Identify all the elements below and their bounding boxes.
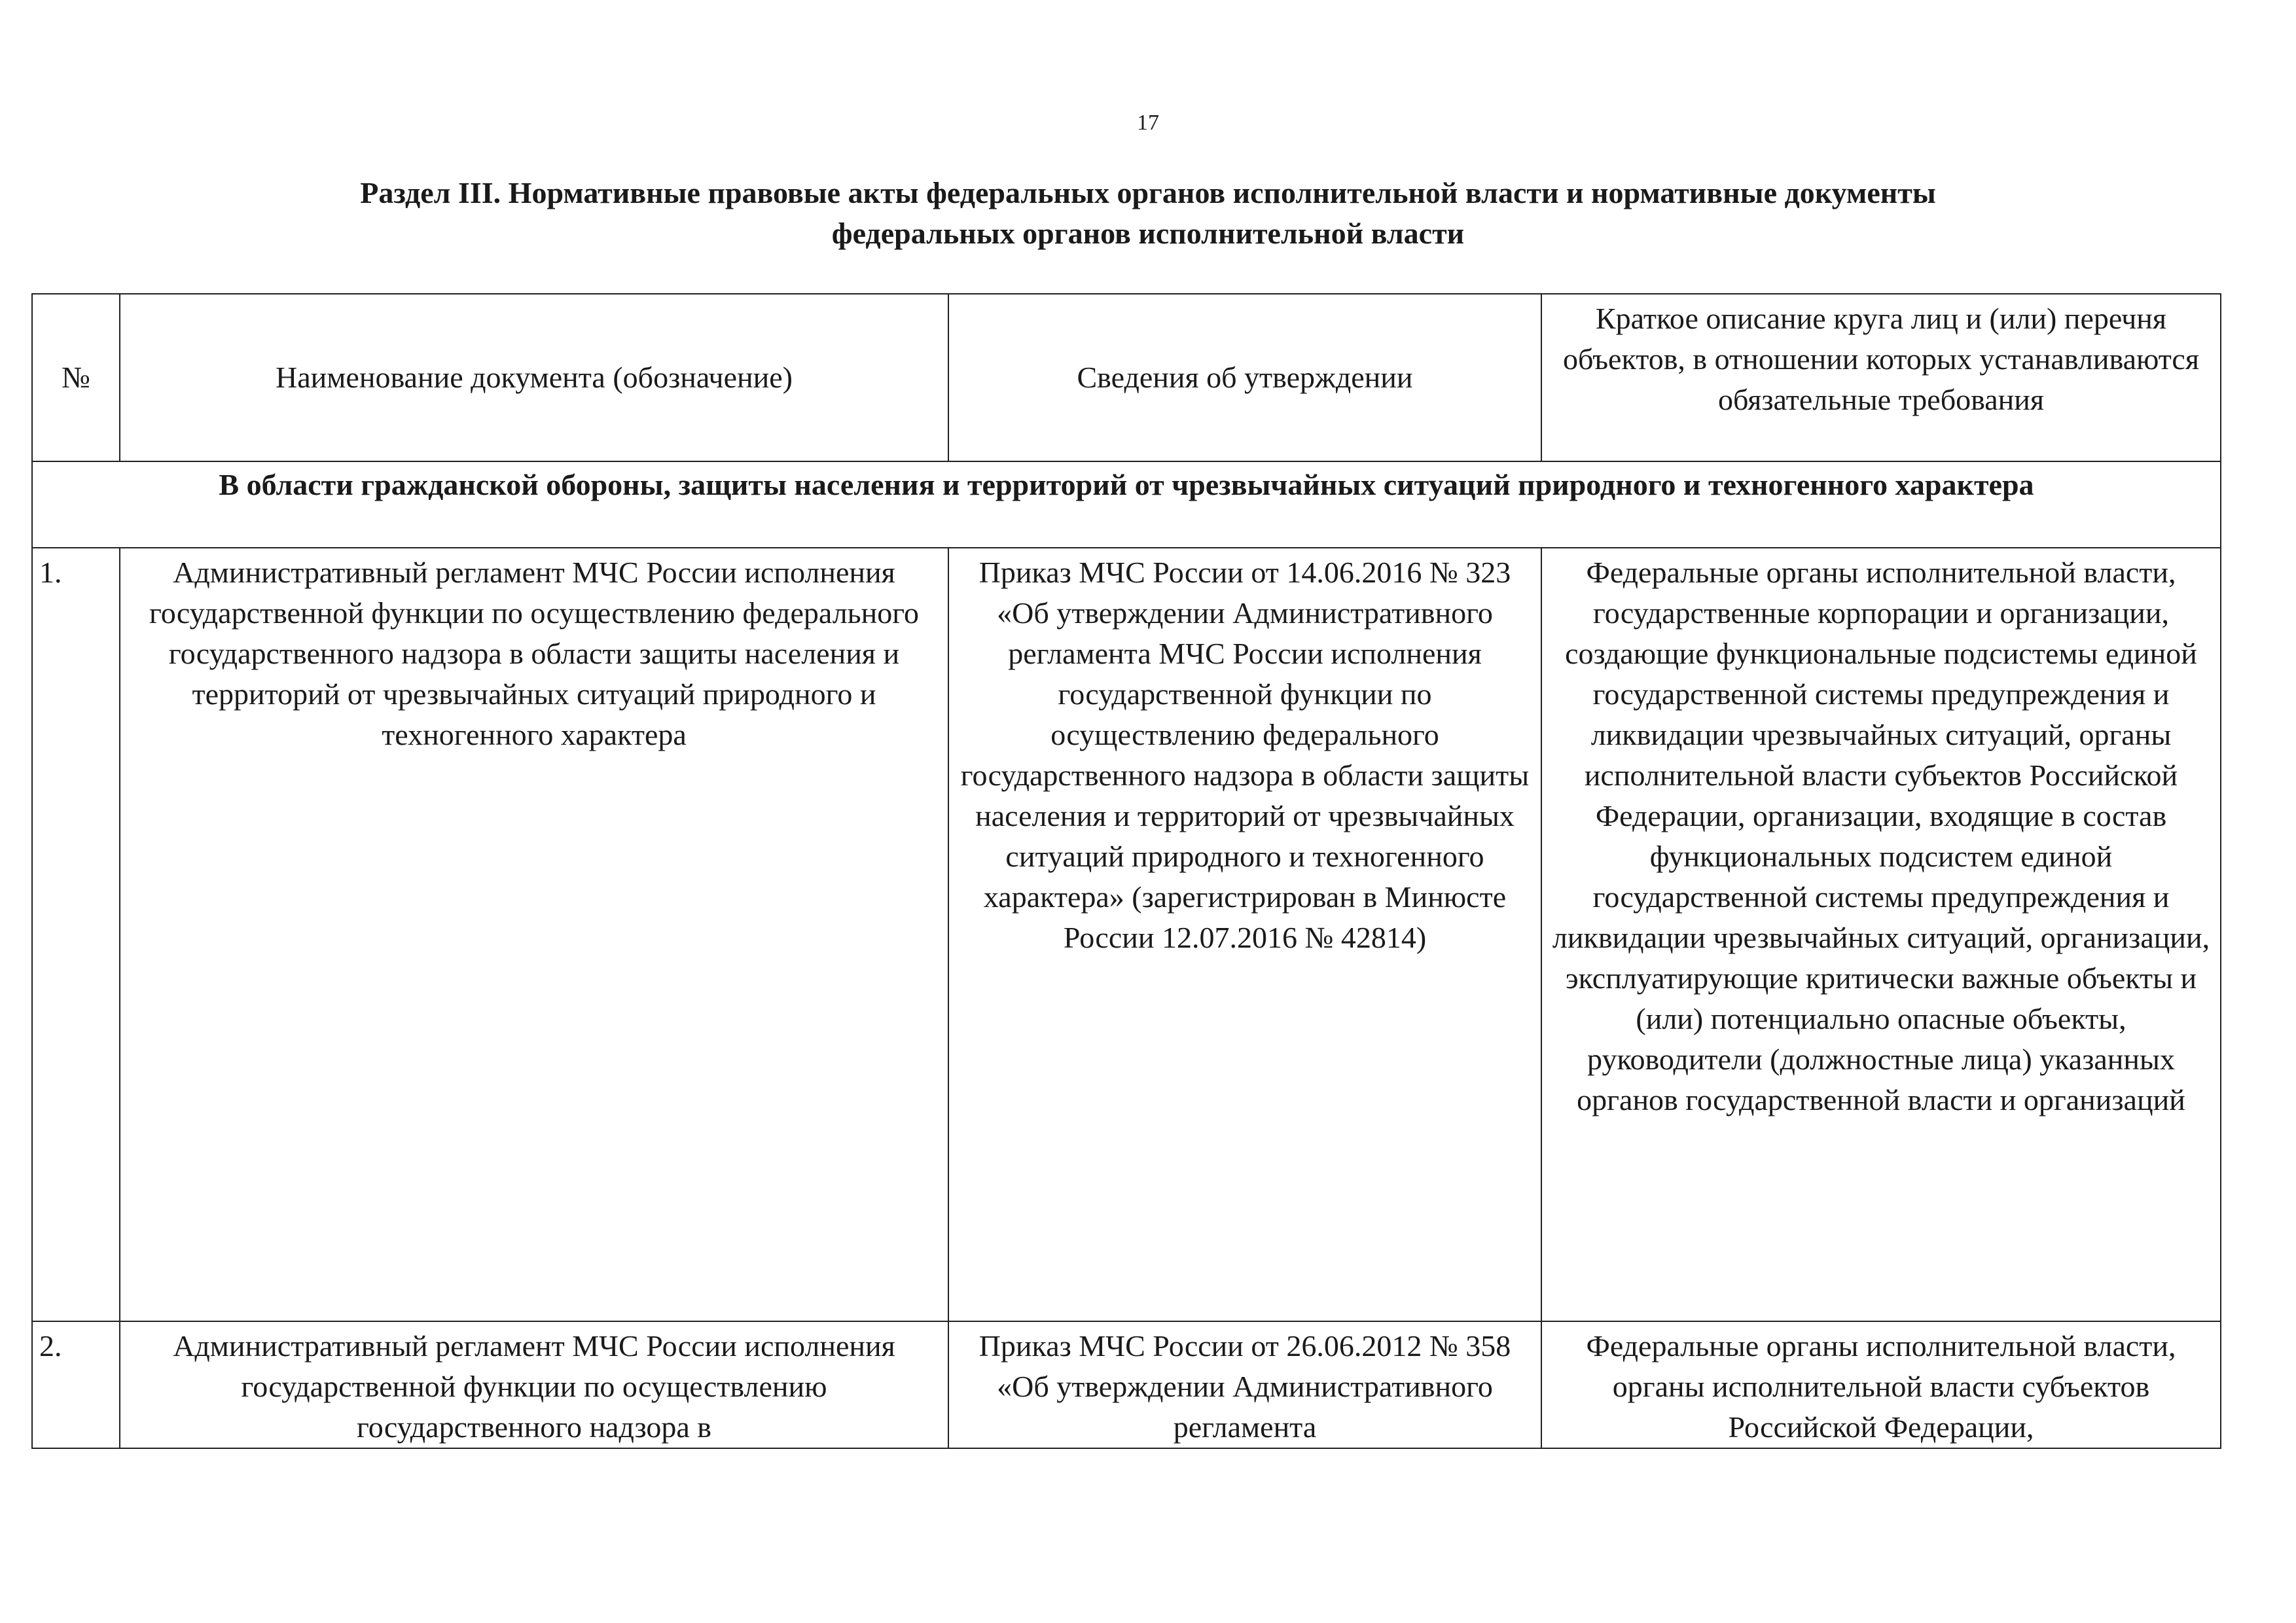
header-number: № xyxy=(32,294,120,461)
row-number: 2. xyxy=(32,1321,120,1448)
table-header-row xyxy=(32,294,2221,461)
header-approval-info: Сведения об утверждении xyxy=(948,294,1541,461)
row-number: 1. xyxy=(32,548,120,1321)
table-row xyxy=(32,1321,2221,1448)
header-document-name: Наименование документа (обозначение) xyxy=(120,294,948,461)
documents-table xyxy=(31,293,2221,1449)
header-description: Краткое описание круга лиц и (или) перечня объектов, в отношении которых устанавливаются обязательные требования xyxy=(1541,294,2221,461)
row-document-name: Административный регламент МЧС России исполнения государственной функции по осуществлению государственного надзора в xyxy=(120,1321,948,1448)
row-description: Федеральные органы исполнительной власти, государственные корпорации и организации, создающие функциональные подсистемы единой государственной системы предупреждения и ликвидации чрезвычайных ситуаций, органы исполнительной власти субъектов Российской Федерации, организации, входящие в состав функциональных подсистем единой государственной системы предупреждения и ликвидации чрезвычайных ситуаций, организации, эксплуатирующие критически важные объекты и (или) потенциально опасные объекты, руководители (должностные лица) указанных органов государственной власти и организаций xyxy=(1541,548,2221,1321)
section-title-line-2: федеральных органов исполнительной власти xyxy=(831,217,1465,250)
table-row xyxy=(32,548,2221,1321)
row-document-name: Административный регламент МЧС России исполнения государственной функции по осуществлению федерального государственного надзора в области защиты населения и территорий от чрезвычайных ситуаций природного и техногенного характера xyxy=(120,548,948,1321)
table-group-row xyxy=(32,461,2221,548)
row-approval-info: Приказ МЧС России от 26.06.2012 № 358 «Об утверждении Административного регламента xyxy=(948,1321,1541,1448)
group-title: В области гражданской обороны, защиты населения и территорий от чрезвычайных ситуаций природного и техногенного характера xyxy=(32,461,2221,548)
row-approval-info: Приказ МЧС России от 14.06.2016 № 323 «Об утверждении Административного регламента МЧС России исполнения государственной функции по осуществлению федерального государственного надзора в области защиты населения и территорий от чрезвычайных ситуаций природного и техногенного характера» (зарегистрирован в Минюсте России 12.07.2016 № 42814) xyxy=(948,548,1541,1321)
page-number: 17 xyxy=(1137,111,1159,135)
section-title xyxy=(131,173,2165,254)
row-description: Федеральные органы исполнительной власти, органы исполнительной власти субъектов Российской Федерации, xyxy=(1541,1321,2221,1448)
section-title-line-1: Раздел III. Нормативные правовые акты федеральных органов исполнительной власти и нормативные документы xyxy=(360,176,1936,209)
